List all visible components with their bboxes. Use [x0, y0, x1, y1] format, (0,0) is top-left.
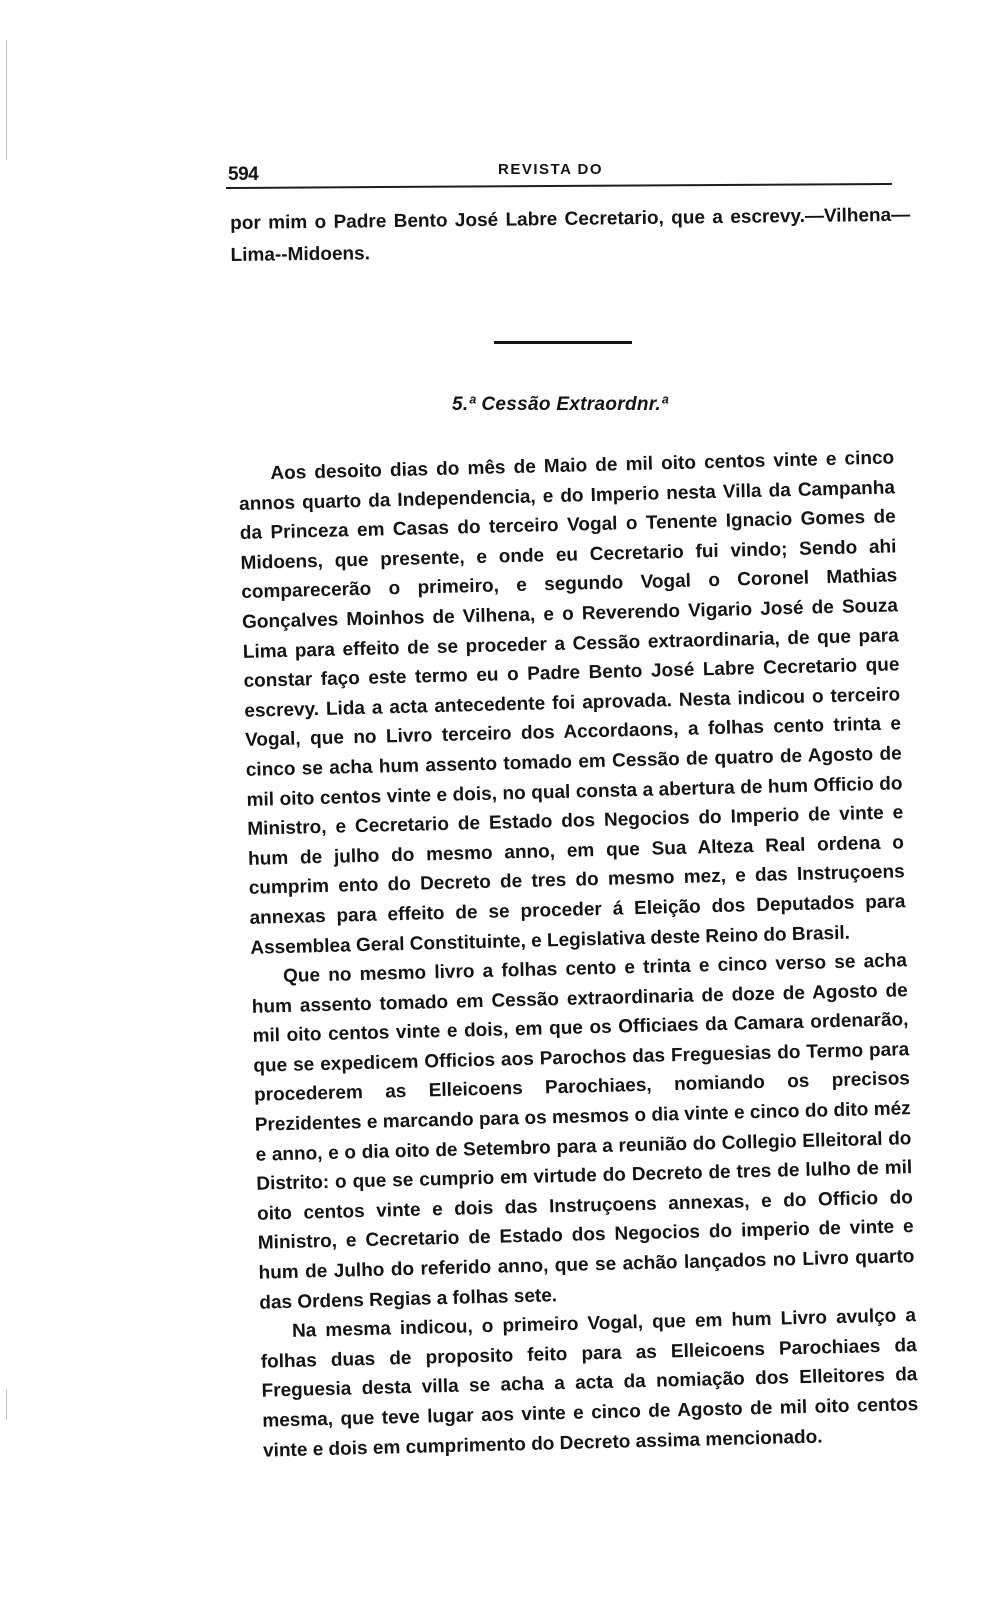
- scan-edge-mark: [6, 1390, 7, 1420]
- body-paragraph: Que no mesmo livro a folhas cento e trinta e cinco verso se acha hum assento tomado em Cessão extraordinaria de doze de Agosto de mil oito centos vinte e dois, em que os Officiaes da Camara ordenarão, que se expedicem Officios aos Parochos das Freguesias do Termo para procederem as Elleicoens Parochiaes, nomiando os precisos Prezidentes e marcando para os mesmos o dia vinte e cinco do dito méz e anno, e o dia oito de Setembro para a reunião do Collegio Elleitoral do Distrito: o que se cumprio em virtude do Decreto de tres de lulho de mil oito centos vinte e dois das Instruçoens annexas, e do Officio do Ministro, e Cecretario de Estado dos Negocios do imperio de vinte e hum de Julho do referido anno, que se achão lançados no Livro quarto das Ordens Regias a folhas sete.: [251, 950, 915, 1314]
- body-paragraph: Na mesma indicou, o primeiro Vogal, que em hum Livro avulço a folhas duas de proposito feito para as Elleicoens Parochiaes da Freguesia desta villa se acha a acta da nomiação dos Elleitores da mesma, que teve lugar aos vinte e cinco de Agosto de mil oito centos vinte e dois em cumprimento do Decreto assima mencionado.: [260, 1305, 919, 1462]
- body-text-block: [238, 443, 919, 1465]
- page-header: [226, 158, 892, 188]
- running-title: REVISTA DO: [498, 161, 604, 178]
- header-rule: [226, 183, 892, 189]
- page-number: 594: [228, 164, 259, 185]
- section-divider: [494, 341, 632, 344]
- intro-paragraph: por mim o Padre Bento José Labre Cecretario, que a escrevy.—Vilhena—Lima--Midoens.: [230, 204, 911, 266]
- body-paragraph: Aos desoito dias do mês de Maio de mil oito centos vinte e cinco annos quarto da Independencia, e do Imperio nesta Villa da Campanha da Princeza em Casas do terceiro Vogal o Tenente Ignacio Gomes de Midoens, que presente, e onde eu Cecretario fui vindo; Sendo ahi comparecerão o primeiro, e segundo Vogal o Coronel Mathias Gonçalves Moinhos de Vilhena, e o Reverendo Vigario José de Souza Lima para effeito de se proceder a Cessão extraordinaria, de que para constar faço este termo eu o Padre Bento José Labre Cecretario que escrevy. Lida a acta antecedente foi aprovada. Nesta indicou o terceiro Vogal, que no Livro terceiro dos Accordaons, a folhas cento trinta e cinco se acha hum assento tomado em Cessão de quatro de Agosto de mil oito centos vinte e dois, no qual consta a abertura de hum Officio do Ministro, e Cecretario de Estado dos Negocios do Imperio de vinte e hum de julho do mesmo anno, em que Sua Alteza Real ordena o cumprim ento do Decreto de tres do mesmo mez, e das Instruçoens annexas para effeito de se proceder á Eleição dos Deputados para Assemblea Geral Constituinte, e Legislativa deste Reino do Brasil.: [238, 447, 906, 959]
- section-title: 5.ª Cessão Extraordnr.ª: [452, 394, 669, 415]
- intro-text-block: [230, 200, 911, 271]
- scan-edge-mark: [6, 40, 7, 160]
